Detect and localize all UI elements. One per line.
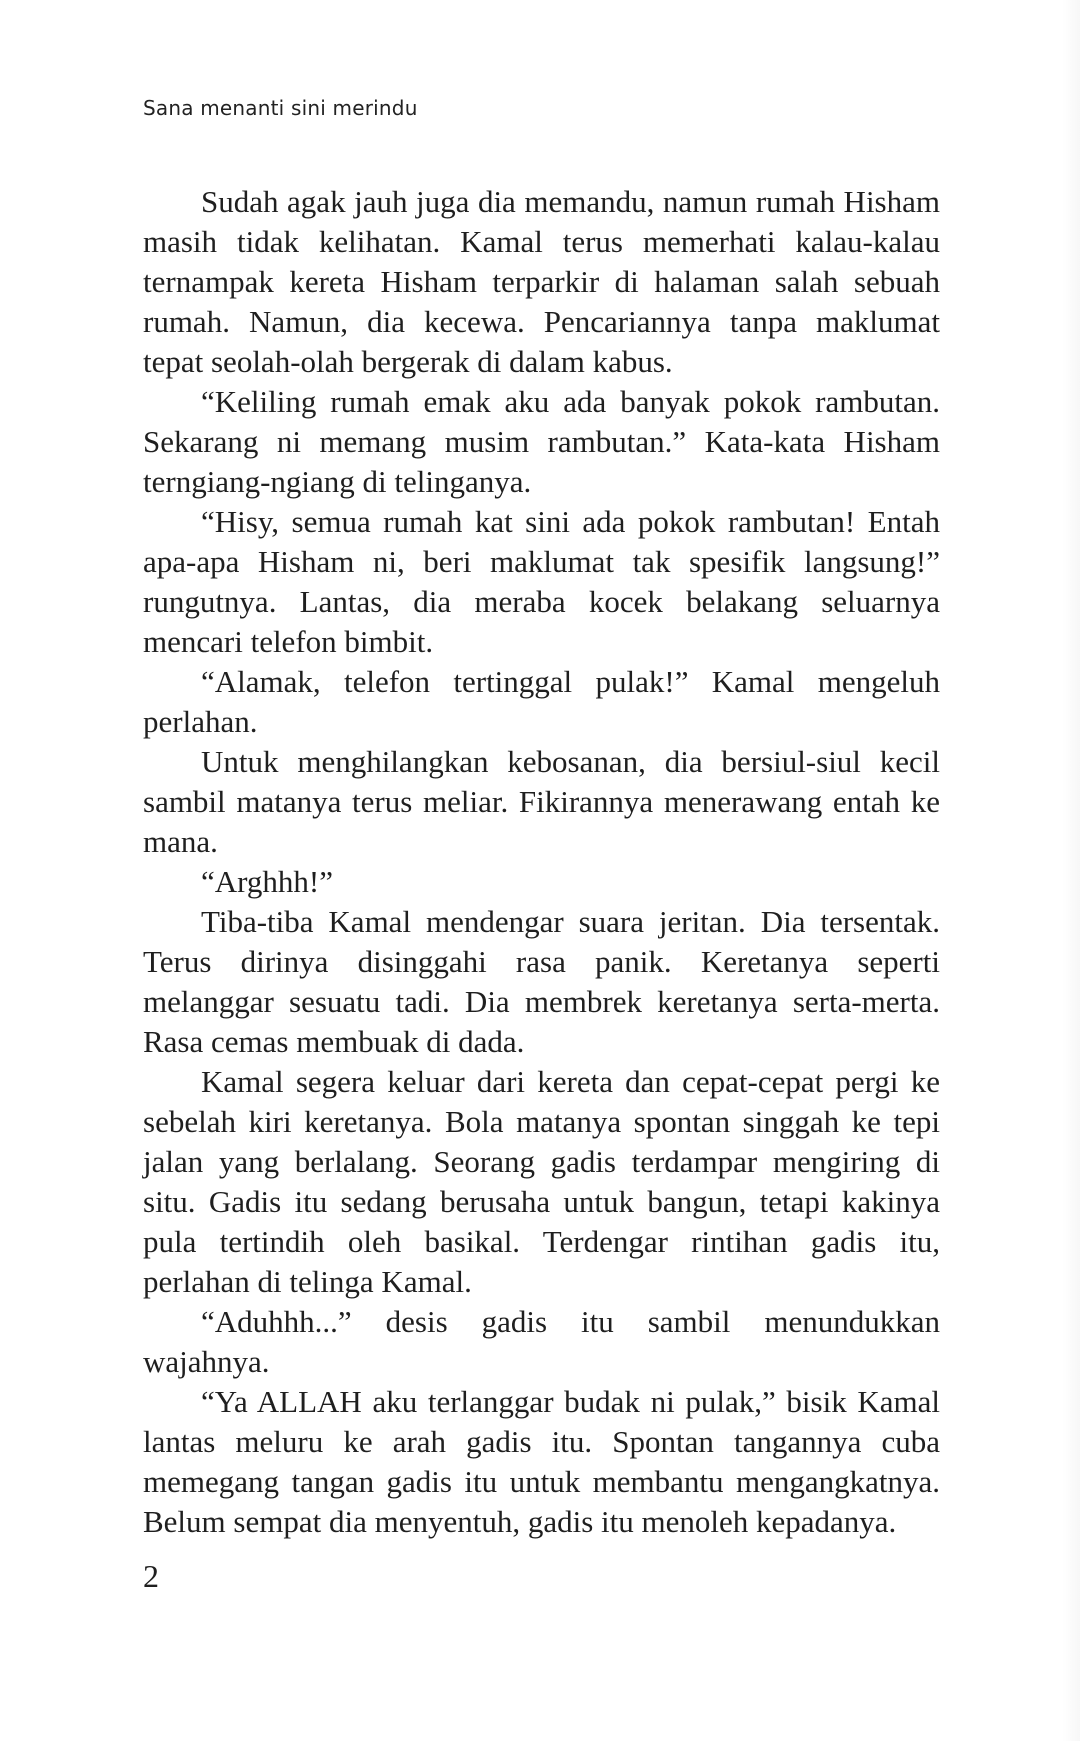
paragraph-9: “Aduhhh...” desis gadis itu sambil menundukkan wajahnya. [143, 1304, 940, 1379]
paragraph-3: “Hisy, semua rumah kat sini ada pokok rambutan! Entah apa-apa Hisham ni, beri maklumat tak spesifik langsung!” rungutnya. Lantas, dia meraba kocek belakang seluarnya mencari telefon bimbit. [143, 504, 940, 659]
body-text [143, 182, 940, 1542]
paragraph-8: Kamal segera keluar dari kereta dan cepat-cepat pergi ke sebelah kiri keretanya. Bola matanya spontan singgah ke tepi jalan yang berlalang. Seorang gadis terdampar mengiring di situ. Gadis itu sedang berusaha untuk bangun, tetapi kakinya pula tertindih oleh basikal. Terdengar rintihan gadis itu, perlahan di telinga Kamal. [143, 1064, 940, 1299]
paragraph-6: “Arghhh!” [201, 864, 333, 899]
page-edge-shadow [1062, 0, 1080, 1741]
paragraph-2: “Keliling rumah emak aku ada banyak pokok rambutan. Sekarang ni memang musim rambutan.” Kata-kata Hisham terngiang-ngiang di telinganya. [143, 384, 940, 499]
paragraph-4: “Alamak, telefon tertinggal pulak!” Kamal mengeluh perlahan. [143, 664, 940, 739]
paragraph-5: Untuk menghilangkan kebosanan, dia bersiul-siul kecil sambil matanya terus meliar. Fikirannya menerawang entah ke mana. [143, 744, 940, 859]
paragraph-10: “Ya ALLAH aku terlanggar budak ni pulak,” bisik Kamal lantas meluru ke arah gadis itu. Spontan tangannya cuba memegang tangan gadis itu untuk membantu mengangkatnya. Belum sempat dia menyentuh, gadis itu menoleh kepadanya. [143, 1384, 940, 1539]
paragraph-1: Sudah agak jauh juga dia memandu, namun rumah Hisham masih tidak kelihatan. Kamal terus memerhati kalau-kalau ternampak kereta Hisham terparkir di halaman salah sebuah rumah. Namun, dia kecewa. Pencariannya tanpa maklumat tepat seolah-olah bergerak di dalam kabus. [143, 184, 940, 379]
running-header: Sana menanti sini merindu [143, 96, 418, 120]
paragraph-7: Tiba-tiba Kamal mendengar suara jeritan. Dia tersentak. Terus dirinya disinggahi rasa panik. Keretanya seperti melanggar sesuatu tadi. Dia membrek keretanya serta-merta. Rasa cemas membuak di dada. [143, 904, 940, 1059]
page-number: 2 [143, 1558, 159, 1594]
